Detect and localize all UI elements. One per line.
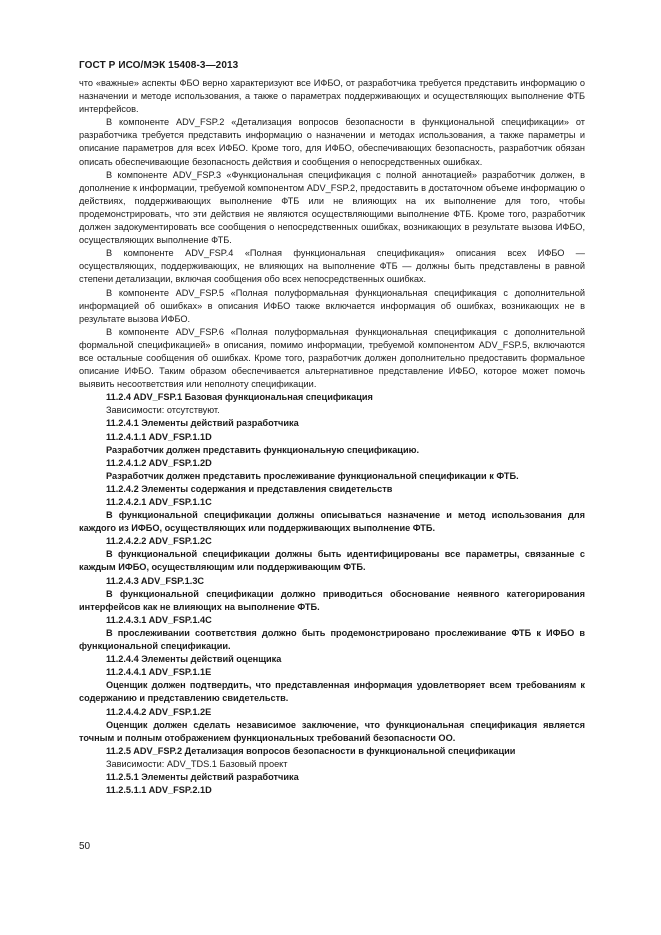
element-id: 11.2.4.3.1 ADV_FSP.1.4C (106, 614, 212, 625)
element-id: 11.2.4.4.1 ADV_FSP.1.1E (106, 667, 212, 678)
element-text: Оценщик должен сделать независимое заключение, что функциональная спецификация является точным и полным отображением функциональных требований безопасности ОО. (79, 719, 585, 743)
section-heading: 11.2.4 ADV_FSP.1 Базовая функциональная спецификация (106, 392, 373, 403)
element-id: 11.2.4.1.2 ADV_FSP.1.2D (106, 457, 212, 468)
element-text: Оценщик должен подтвердить, что представленная информация удовлетворяет всем требованиям к содержанию и представлению свидетельств. (79, 680, 585, 704)
element-text: Разработчик должен представить функциональную спецификацию. (106, 444, 419, 455)
paragraph: В компоненте ADV_FSP.6 «Полная полуформальная функциональная спецификация с дополнительной формальной спецификацией» в описания, помимо информации, требуемой компонентом ADV_FSP.5, включаются все остальные сообщения об ошибках. Кроме того, разработчик должен дополнительно предоставить формальное описание ИФБО. Таким образом обеспечивается альтернативное представление ИФБО, которое может помочь выявить несоответствия или неполноту спецификации. (79, 326, 585, 390)
element-id: 11.2.4.1.1 ADV_FSP.1.1D (106, 431, 212, 442)
dependencies-text: Зависимости: ADV_TDS.1 Базовый проект (106, 758, 288, 769)
subsection-heading: 11.2.4.2 Элементы содержания и представления свидетельств (106, 483, 393, 494)
element-id: 11.2.4.3 ADV_FSP.1.3C (106, 575, 205, 586)
element-id: 11.2.4.4.2 ADV_FSP.1.2E (106, 706, 212, 717)
paragraph: В компоненте ADV_FSP.5 «Полная полуформальная функциональная спецификация с дополнительной информацией об ошибках» в описания ИФБО также включается информация об ошибках, возникающих не в результате вызова ИФБО. (79, 287, 585, 324)
element-id: 11.2.4.2.2 ADV_FSP.1.2C (106, 536, 212, 547)
element-text: В функциональной спецификации должны быть идентифицированы все параметры, связанные с каждым ИФБО, осуществляющим или поддерживающим ФТБ. (79, 549, 585, 573)
page-body (79, 77, 585, 797)
paragraph: В компоненте ADV_FSP.3 «Функциональная спецификация с полной аннотацией» разработчик должен, в дополнение к информации, требуемой компонентом ADV_FSP.2, предоставить в достаточном объеме информацию о действиях, поддерживающих выполнение ФТБ или не влияющих на их выполнение для того, чтобы продемонстрировать, что эти действия не являются осуществляющими выполнение ФТБ. Кроме того, разработчик должен задокументировать все сообщения о непосредственных ошибках, возникающих в результате вызова ИФБО, осуществляющих выполнение ФТБ. (79, 169, 585, 246)
document-header: ГОСТ Р ИСО/МЭК 15408-3—2013 (79, 60, 239, 71)
subsection-heading: 11.2.5.1 Элементы действий разработчика (106, 771, 299, 782)
page-number: 50 (79, 841, 91, 852)
element-text: В функциональной спецификации должно приводиться обоснование неявного категорирования интерфейсов как не влияющих на выполнение ФТБ. (79, 588, 585, 612)
paragraph: В компоненте ADV_FSP.2 «Детализация вопросов безопасности в функциональной спецификации» от разработчика требуется представить информацию о назначении и методах использования, а также параметры и описание параметров для всех ИФБО. Кроме того, для ИФБО, обеспечивающих безопасность, разработчик обязан описать обеспечивающие безопасность действия и сообщения о непосредственных ошибках. (79, 117, 585, 167)
element-id: 11.2.4.2.1 ADV_FSP.1.1C (106, 497, 212, 507)
subsection-heading: 11.2.4.1 Элементы действий разработчика (106, 418, 299, 429)
subsection-heading: 11.2.4.4 Элементы действий оценщика (106, 654, 282, 665)
section-heading: 11.2.5 ADV_FSP.2 Детализация вопросов безопасности в функциональной спецификации (106, 745, 516, 756)
element-id: 11.2.5.1.1 ADV_FSP.2.1D (106, 785, 212, 796)
paragraph: В компоненте ADV_FSP.4 «Полная функциональная спецификация» описания всех ИФБО — осуществляющих, поддерживающих, не влияющих на выполнение ФТБ — должны быть представлены в равной степени детализации, включая сообщения обо всех непосредственных ошибках. (79, 248, 585, 285)
dependencies-text: Зависимости: отсутствуют. (106, 405, 220, 416)
element-text: В функциональной спецификации должны описываться назначение и метод использования для каждого из ИФБО, осуществляющих или поддерживающих выполнение ФТБ. (79, 510, 585, 534)
element-text: В прослеживании соответствия должно быть продемонстрировано прослеживание ФТБ к ИФБО в функциональной спецификации. (79, 627, 585, 652)
element-text: Разработчик должен представить прослеживание функциональной спецификации к ФТБ. (106, 470, 519, 481)
paragraph: что «важные» аспекты ФБО верно характеризуют все ИФБО, от разработчика требуется представить информацию о назначении и методе использования, а также о параметрах поддерживающих и осуществляющих выполнение ФТБ интерфейсов. (79, 78, 585, 115)
